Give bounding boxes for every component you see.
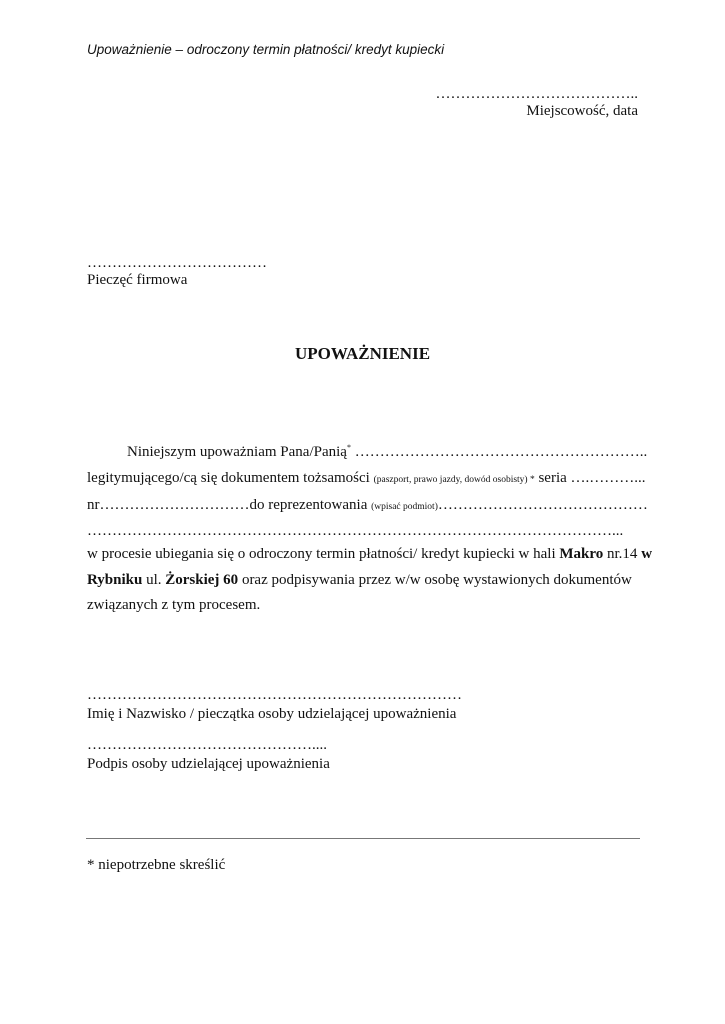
stamp-dots: ……………………………… [87, 255, 267, 271]
entity-field-dots: …………………………………… [437, 497, 648, 513]
signature2-dots: ……………………………………….... [87, 737, 327, 753]
body-line-1-text: Niniejszym upoważniam Pana/Panią [127, 444, 347, 460]
street-prefix: ul. [142, 572, 166, 588]
body-line-2 [87, 470, 646, 487]
name-field-dots: ………………………………………………….. [350, 444, 648, 460]
stamp-label: Pieczęć firmowa [87, 272, 188, 288]
document-type-hint: (paszport, prawo jazdy, dowód osobisty) * [373, 475, 535, 485]
hall-number: nr.14 [603, 546, 642, 562]
document-title: UPOWAŻNIENIE [294, 344, 431, 363]
number-field: nr…………………………do reprezentowania [87, 497, 372, 513]
entity-hint: (wpisać podmiot) [371, 502, 438, 512]
document-header: Upoważnienie – odroczony termin płatności/ kredyt kupiecki [87, 42, 445, 57]
footnote-divider [86, 838, 640, 839]
place-date-label: Miejscowość, data [526, 103, 638, 119]
makro-brand: Makro [559, 546, 604, 562]
body-line-7: związanych z tym procesem. [87, 597, 261, 613]
body-line-3 [87, 497, 648, 514]
body-line-5-bold: w [641, 546, 653, 562]
series-field: seria ….………... [534, 470, 646, 486]
body-line-6 [87, 572, 632, 589]
body-line-6-text: oraz podpisywania przez w/w osobę wystawionych dokumentów [238, 572, 632, 588]
body-line-2-text: legitymującego/cą się dokumentem tożsamości [87, 470, 374, 486]
signature1-dots: ………………………………………………………………… [87, 687, 462, 703]
body-line-4: ……………………………………………………………………………………………... [87, 523, 624, 539]
place-date-dots: ………………………………….. [435, 86, 638, 102]
street-address: Żorskiej 60 [165, 572, 239, 588]
body-line-5-text: w procesie ubiegania się o odroczony termin płatności/ kredyt kupiecki w hali [87, 546, 560, 562]
signature2-label: Podpis osoby udzielającej upoważnienia [87, 756, 330, 772]
body-line-5 [87, 546, 652, 563]
footnote-marker: * [346, 443, 351, 452]
signature1-label: Imię i Nazwisko / pieczątka osoby udzielającej upoważnienia [87, 706, 457, 722]
city-name: Rybniku [87, 572, 143, 588]
footnote: * niepotrzebne skreślić [87, 857, 226, 873]
body-line-1 [127, 443, 647, 461]
